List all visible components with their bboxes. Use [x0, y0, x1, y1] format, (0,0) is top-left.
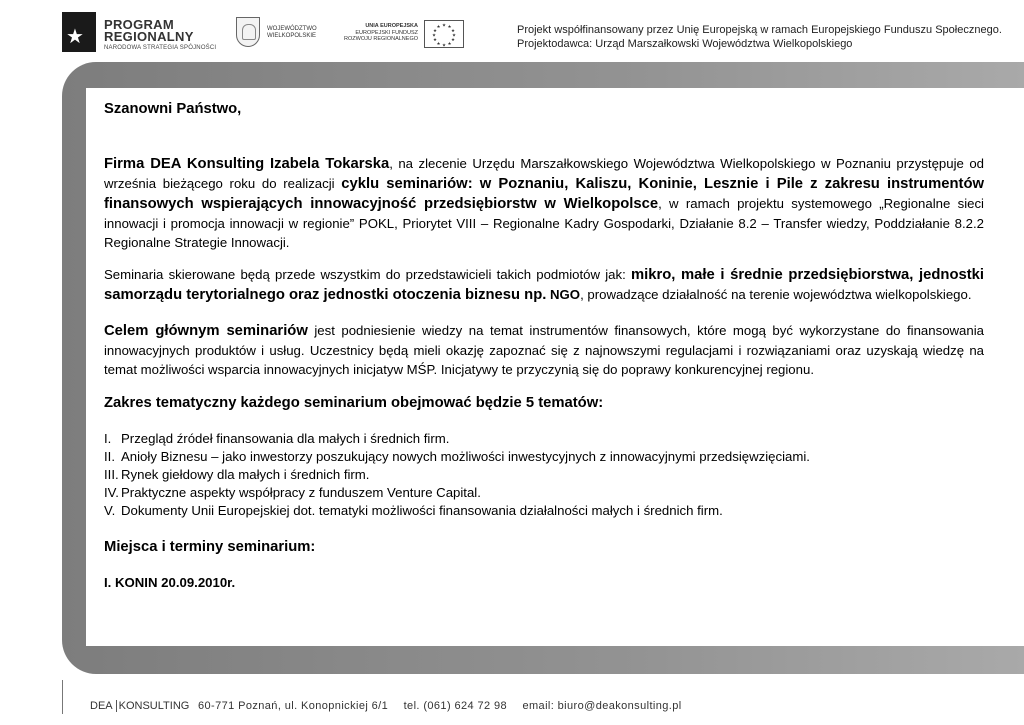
list-item: II. Anioły Biznesu – jako inwestorzy poszukujący nowych możliwości inwestycyjnych z innowacyjnymi przedsięwzięciami.	[104, 449, 810, 464]
list-item: IV. Praktyczne aspekty współpracy z funduszem Venture Capital.	[104, 485, 481, 500]
topics-heading: Zakres tematyczny każdego seminarium obejmować będzie 5 tematów:	[104, 395, 604, 411]
wielkopolska-logo	[236, 17, 326, 51]
svg-text:★: ★	[432, 38, 438, 43]
eu-logo	[340, 20, 470, 52]
eu-logo-line2: EUROPEJSKI FUNDUSZ	[355, 29, 418, 36]
program-star-icon: ★	[62, 12, 96, 52]
first-seminar-date: I. KONIN 20.09.2010r.	[104, 575, 236, 590]
greeting: Szanowni Państwo,	[104, 101, 242, 117]
eu-logo-line3: ROZWOJU REGIONALNEGO	[344, 36, 418, 42]
program-logo-subtitle: NARODOWA STRATEGIA SPÓJNOŚCI	[104, 45, 217, 51]
topics-list	[104, 430, 984, 520]
letter-content	[86, 88, 1024, 646]
program-logo-title	[104, 19, 194, 43]
svg-text:★: ★	[450, 38, 456, 43]
program-regionalny-logo	[62, 12, 217, 56]
svg-text:★: ★	[447, 25, 452, 30]
svg-text:★: ★	[447, 42, 452, 47]
eagle-crest-icon	[236, 17, 260, 47]
svg-text:★: ★	[441, 23, 447, 29]
svg-text:★: ★	[441, 43, 447, 47]
svg-text:★: ★	[436, 25, 441, 30]
svg-text:★: ★	[450, 29, 456, 34]
svg-text:★: ★	[432, 29, 438, 34]
audience-text: mikro, małe i średnie przedsiębiorstwa, jednostki samorządu terytorialnego oraz jednostki otoczenia biznesu np.	[104, 267, 984, 303]
company-name: Firma DEA Konsulting Izabela Tokarska	[104, 156, 390, 172]
list-item: III. Rynek giełdowy dla małych i średnich firm.	[104, 467, 370, 482]
footer-email: email: biuro@deakonsulting.pl	[522, 700, 682, 712]
seminar-cycle-text: cyklu seminariów: w Poznaniu, Kaliszu, Koninie, Lesznie i Pile z zakresu instrumentów finansowych wspierających innowacyjność przedsiębiorstw w Wielkopolsce	[104, 176, 984, 212]
paragraph-audience: Seminaria skierowane będą przede wszystkim do przedstawicieli takich podmiotów jak: mikro, małe i średnie przedsiębiorstwa, jednostki samorządu terytorialnego oraz jednostki otoczenia biznesu np. NGO, prowadzące działalność na terenie województwa wielkopolskiego.	[104, 267, 984, 303]
cofinancing-note-line1: Projekt współfinansowany przez Unię Europejską w ramach Europejskiego Funduszu Społecznego.	[517, 24, 1002, 36]
footer-contact	[198, 700, 694, 712]
region-logo-line2: WIELKOPOLSKIE	[267, 33, 317, 39]
eu-flag-icon	[424, 20, 464, 48]
list-item: I. Przegląd źródeł finansowania dla małych i średnich firm.	[104, 431, 450, 446]
goal-label: Celem głównym seminariów	[104, 323, 308, 339]
footer-phone: tel. (061) 624 72 98	[403, 700, 507, 712]
page-footer	[0, 680, 1024, 725]
svg-text:★: ★	[436, 42, 441, 47]
footer-divider	[62, 680, 63, 714]
paragraph-goal: Celem głównym seminariów jest podniesienie wiedzy na temat instrumentów finansowych, które mogą być wykorzystane do finansowania innowacyjnych produktów i usług. Uczestnicy będą mieli okazję zapoznać się z najnowszymi regulacjami i rozwiązaniami oraz uzyskają wiedzę na temat możliwości wsparcia innowacyjnych inicjatyw MŚP. Inicjatywy te przyczynią się do poprawy konkurencyjnej regionu.	[104, 323, 984, 377]
page-header	[0, 0, 1024, 62]
program-logo-line1: PROGRAM	[104, 17, 174, 32]
paragraph-intro: Firma DEA Konsulting Izabela Tokarska, na zlecenie Urzędu Marszałkowskiego Województwa Wielkopolskiego w Poznaniu przystępuje od września bieżącego roku do realizacji cyklu seminariów: w Poznaniu, Kaliszu, Koninie, Lesznie i Pile z zakresu instrumentów finansowych wspierających innowacyjność przedsiębiorstw w Wielkopolsce, w ramach projektu systemowego „Regionalne sieci innowacji i promocja innowacji w regionie” POKL, Priorytet VIII – Regionalne Kadry Gospodarki, Działanie 8.2 – Transfer wiedzy, Poddziałanie 8.2.2 Regionalne Strategie Innowacji.	[104, 156, 985, 250]
footer-brand-konsulting: KONSULTING	[118, 700, 190, 712]
program-logo-line2: REGIONALNY	[104, 29, 194, 44]
footer-brand-dea: DEA	[90, 700, 117, 712]
svg-text:★: ★	[431, 33, 437, 39]
cofinancing-note	[517, 23, 1002, 51]
svg-text:★: ★	[451, 33, 457, 39]
eu-logo-line1: UNIA EUROPEJSKA	[365, 23, 418, 29]
places-heading: Miejsca i terminy seminarium:	[104, 539, 316, 555]
list-item: V. Dokumenty Unii Europejskiej dot. tematyki możliwości finansowania działalności małych i średnich firm.	[104, 503, 723, 518]
region-logo-line1: WOJEWÓDZTWO	[267, 26, 317, 32]
footer-address: 60-771 Poznań, ul. Konopnickiej 6/1	[198, 700, 389, 712]
footer-brand	[90, 700, 189, 712]
cofinancing-note-line2: Projektodawca: Urząd Marszałkowski Województwa Wielkopolskiego	[517, 38, 853, 50]
